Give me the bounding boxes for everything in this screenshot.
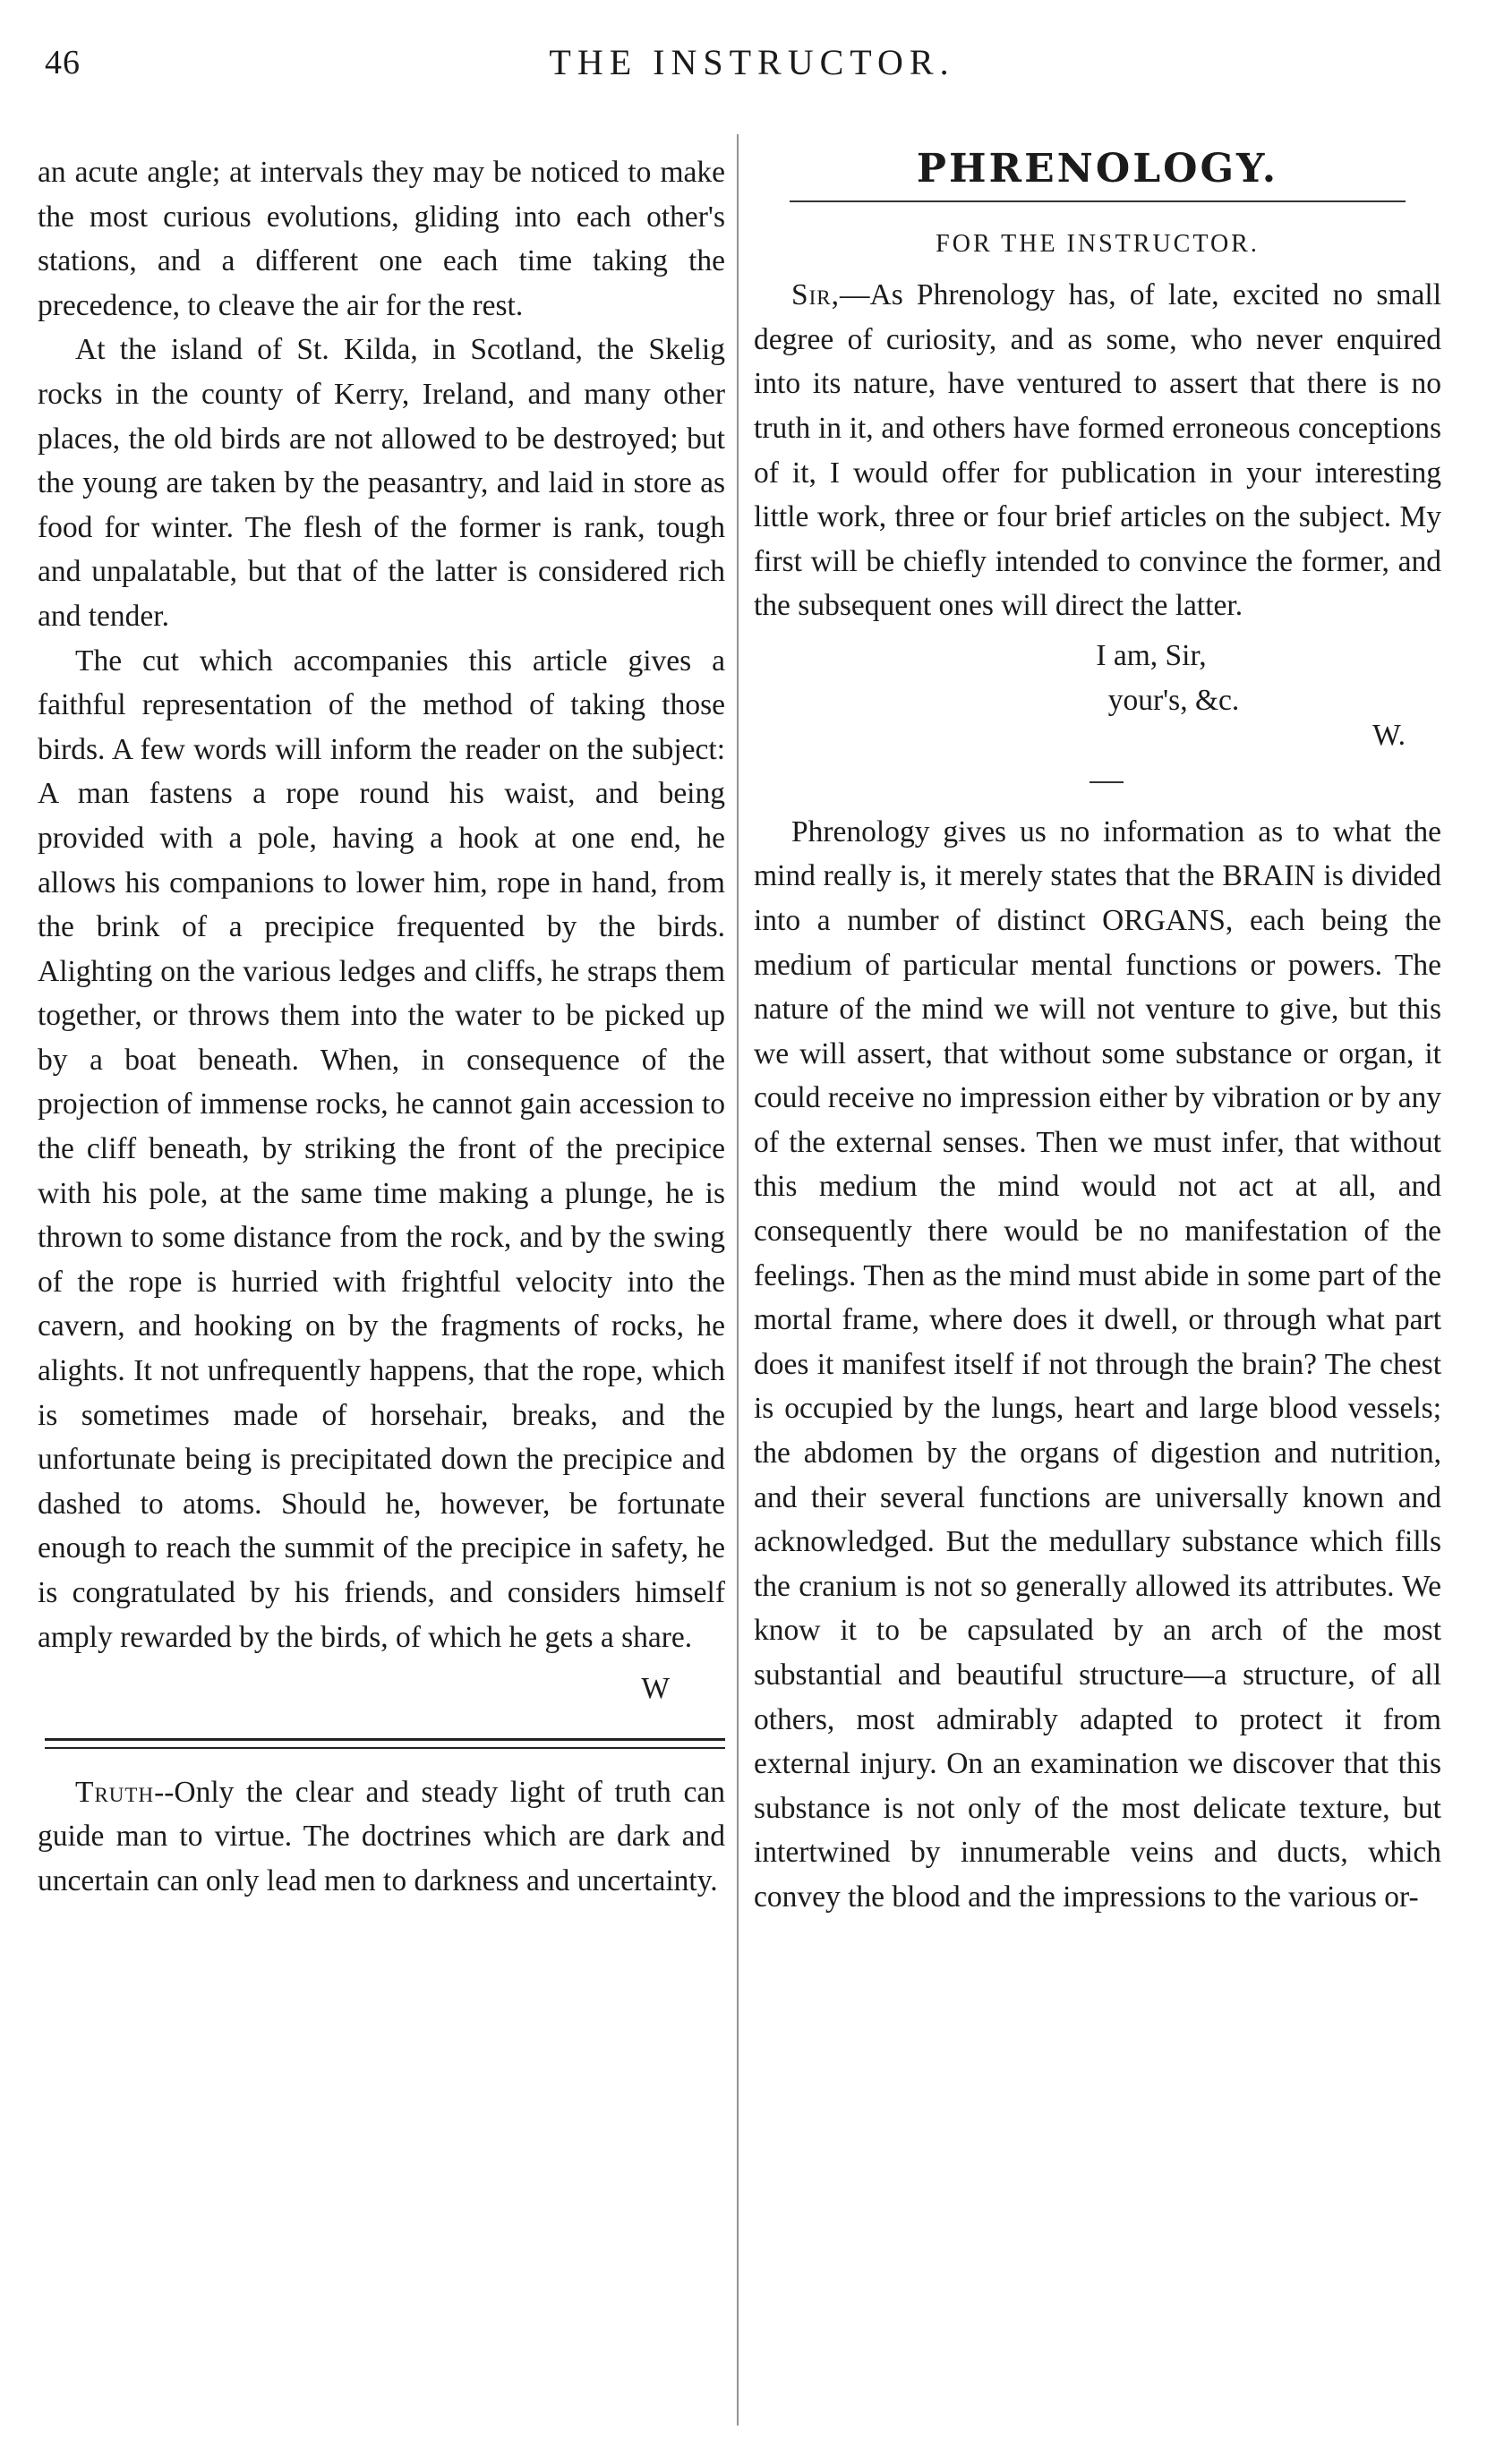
- phrenology-body-paragraph: Phrenology gives us no information as to what the mind really is, it merely states that the BRAIN is divided into a number of distinct ORGANS, each being the medium of particular mental functions or powers. The nature of the mind we will not venture to give, but this we will assert, that without some substance or organ, it could receive no impression either by vibration or by any of the external senses. Then we must infer, that without this medium the mind would not act at all, and consequently there would be no manifestation of the feelings. Then as the mind must abide in some part of the mortal frame, where does it dwell, or through what part does it manifest itself if not through the brain? The chest is occupied by the lungs, heart and large blood vessels; the abdomen by the organs of digestion and nutrition, and their several functions are universally known and acknowledged. But the medullary substance which fills the cranium is not so generally allowed its attributes. We know it to be capsulated by an arch of the most substantial and beautiful structure—a structure, of all others, most admirably adapted to protect it from external injury. On an examination we discover that this substance is not only of the most delicate texture, but intertwined by innumerable veins and ducts, which convey the blood and the impressions to the various or-: [754, 814, 1441, 1914]
- article-title: PHRENOLOGY.: [916, 146, 1279, 192]
- title-rule: [790, 200, 1406, 202]
- left-column: [38, 150, 725, 1904]
- page-number: 46: [45, 44, 81, 81]
- right-column: [754, 146, 1441, 1920]
- letter-text: —As Phrenology has, of late, excited no small degree of curiosity, and as some, who never enquired into its nature, have ventured to assert that there is no truth in it, and others have formed erroneous conceptions of it, I would offer for publication in your interesting little work, three or four brief articles on the subject. My first will be chiefly intended to convince the former, and the subsequent ones will direct the latter.: [754, 278, 1441, 623]
- paragraph-birds-evolutions: an acute angle; at intervals they may be noticed to make the most curious evolutions, gliding into each other's stations, and a different one each time taking the precedence, to cleave the air for the rest.: [38, 156, 725, 322]
- truth-paragraph: [38, 1770, 725, 1904]
- letter-signature: W.: [1372, 719, 1406, 753]
- short-rule: [1090, 781, 1124, 783]
- letter-closing-line2: your's, &c.: [1107, 683, 1240, 717]
- letter-salutation: Sir,: [791, 278, 841, 312]
- truth-text: --Only the clear and steady light of truth can guide man to virtue. The doctrines which are dark and uncertain can only lead men to darkness and uncertainty.: [38, 1775, 725, 1897]
- section-divider: [45, 1738, 725, 1749]
- paragraph-method-of-taking: The cut which accompanies this article gives a faithful representation of the method of taking those birds. A few words will inform the reader on the subject: A man fastens a rope round his waist, and being provided with a pole, having a hook at one end, he allows his companions to lower him, rope in hand, from the brink of a precipice frequented by the birds. Alighting on the various ledges and cliffs, he straps them together, or throws them into the water to be picked up by a boat beneath. When, in consequence of the projection of immense rocks, he cannot gain accession to the cliff beneath, by striking the front of the precipice with his pole, at the same time making a plunge, he is thrown to some distance from the rock, and by the swing of the rope is hurried with frightful velocity into the cavern, and hooking on by the fragments of rocks, he alights. It not unfrequently happens, that the rope, which is sometimes made of horsehair, breaks, and the unfortunate being is precipitated down the precipice and dashed to atoms. Should he, however, be fortunate enough to reach the summit of the precipice in safety, he is congratulated by his friends, and considers himself amply rewarded by the birds, of which he gets a share.: [38, 644, 725, 1654]
- letter-paragraph: [754, 273, 1441, 628]
- letter-closing-line1: I am, Sir,: [1096, 638, 1207, 672]
- article-signoff: W: [641, 1672, 670, 1706]
- running-title: THE INSTRUCTOR.: [549, 42, 955, 82]
- column-divider: [737, 134, 739, 2426]
- paragraph-st-kilda: At the island of St. Kilda, in Scotland, the Skelig rocks in the county of Kerry, Ireland, and many other places, the old birds are not allowed to be destroyed; but the young are taken by the peasantry, and laid in store as food for winter. The flesh of the former is rank, tough and unpalatable, but that of the latter is considered rich and tender.: [38, 333, 725, 633]
- for-the-instructor-line: FOR THE INSTRUCTOR.: [936, 229, 1260, 258]
- truth-label: Truth: [75, 1775, 155, 1809]
